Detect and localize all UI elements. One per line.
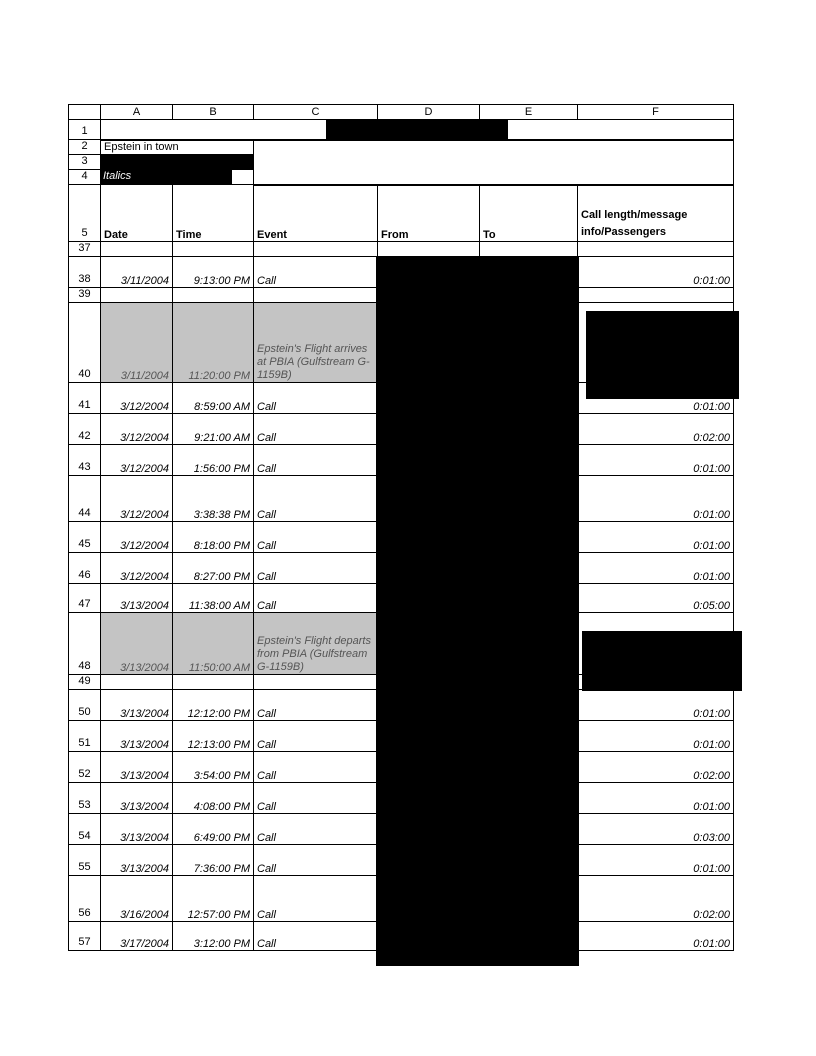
time-cell: 12:57:00 PM	[173, 876, 254, 922]
header-row	[69, 185, 734, 242]
time-cell	[173, 288, 254, 303]
header-to: To	[480, 185, 578, 242]
time-cell: 8:59:00 AM	[173, 383, 254, 414]
info-cell	[578, 242, 734, 257]
date-cell: 3/13/2004	[101, 690, 173, 721]
info-cell: 0:01:00	[578, 476, 734, 522]
time-cell: 3:54:00 PM	[173, 752, 254, 783]
date-cell: 3/12/2004	[101, 445, 173, 476]
row-number-2: 2	[69, 140, 101, 155]
redaction-passengers-departure	[582, 631, 742, 691]
info-cell: 0:02:00	[578, 414, 734, 445]
header-event: Event	[254, 185, 378, 242]
header-call-length: Call length/message info/Passengers	[578, 185, 734, 242]
column-header-b: B	[173, 105, 254, 120]
date-cell: 3/12/2004	[101, 414, 173, 445]
redaction-from-to-column	[376, 256, 579, 966]
to-cell	[480, 242, 578, 257]
event-cell: Call	[254, 783, 378, 814]
date-cell: 3/12/2004	[101, 383, 173, 414]
date-cell: 3/13/2004	[101, 613, 173, 675]
row-number: 45	[69, 522, 101, 553]
header-date: Date	[101, 185, 173, 242]
row-number: 56	[69, 876, 101, 922]
row-number: 38	[69, 257, 101, 288]
event-cell: Call	[254, 383, 378, 414]
row-number: 53	[69, 783, 101, 814]
row-number: 48	[69, 613, 101, 675]
legend-italics	[101, 170, 254, 185]
event-cell	[254, 242, 378, 257]
event-cell	[254, 288, 378, 303]
date-cell: 3/12/2004	[101, 522, 173, 553]
info-cell: 0:01:00	[578, 522, 734, 553]
info-cell: 0:01:00	[578, 721, 734, 752]
legend-redacted	[101, 155, 254, 170]
row-number-5: 5	[69, 185, 101, 242]
info-cell: 0:01:00	[578, 922, 734, 951]
time-cell: 8:27:00 PM	[173, 553, 254, 584]
time-cell: 1:56:00 PM	[173, 445, 254, 476]
from-cell	[378, 242, 480, 257]
legend-blank-area	[254, 140, 734, 185]
event-cell: Epstein's Flight departs from PBIA (Gulfstream G-1159B)	[254, 613, 378, 675]
row-number: 41	[69, 383, 101, 414]
row-number: 46	[69, 553, 101, 584]
row-number: 57	[69, 922, 101, 951]
event-cell: Call	[254, 721, 378, 752]
info-cell: 0:03:00	[578, 814, 734, 845]
column-header-c: C	[254, 105, 378, 120]
time-cell: 3:12:00 PM	[173, 922, 254, 951]
info-cell: 0:01:00	[578, 553, 734, 584]
date-cell	[101, 675, 173, 690]
row-number: 37	[69, 242, 101, 257]
row-2	[69, 140, 734, 155]
event-cell: Call	[254, 922, 378, 951]
time-cell: 12:12:00 PM	[173, 690, 254, 721]
info-cell: 0:02:00	[578, 876, 734, 922]
date-cell	[101, 242, 173, 257]
event-cell: Epstein's Flight arrives at PBIA (Gulfstream G-1159B)	[254, 303, 378, 383]
info-cell: 0:01:00	[578, 845, 734, 876]
row-number: 54	[69, 814, 101, 845]
info-cell: 0:01:00	[578, 783, 734, 814]
info-cell: 0:05:00	[578, 584, 734, 613]
date-cell: 3/12/2004	[101, 553, 173, 584]
event-cell: Call	[254, 752, 378, 783]
event-cell: Call	[254, 522, 378, 553]
time-cell: 11:38:00 AM	[173, 584, 254, 613]
event-cell: Call	[254, 690, 378, 721]
time-cell: 9:21:00 AM	[173, 414, 254, 445]
redaction-passengers-arrival	[586, 311, 739, 399]
legend-italics-label: Italics	[103, 170, 132, 182]
date-cell: 3/13/2004	[101, 721, 173, 752]
time-cell: 11:20:00 PM	[173, 303, 254, 383]
event-cell: Call	[254, 814, 378, 845]
date-cell: 3/12/2004	[101, 476, 173, 522]
column-header-f: F	[578, 105, 734, 120]
row-number: 43	[69, 445, 101, 476]
date-cell: 3/13/2004	[101, 814, 173, 845]
time-cell: 9:13:00 PM	[173, 257, 254, 288]
row-number: 47	[69, 584, 101, 613]
time-cell: 12:13:00 PM	[173, 721, 254, 752]
date-cell: 3/11/2004	[101, 303, 173, 383]
event-cell: Call	[254, 414, 378, 445]
row-number-3: 3	[69, 155, 101, 170]
row-number-1: 1	[69, 120, 101, 140]
event-cell: Call	[254, 845, 378, 876]
date-cell: 3/13/2004	[101, 783, 173, 814]
event-cell: Call	[254, 445, 378, 476]
time-cell: 8:18:00 PM	[173, 522, 254, 553]
event-cell: Call	[254, 553, 378, 584]
time-cell: 7:36:00 PM	[173, 845, 254, 876]
time-cell: 11:50:00 AM	[173, 613, 254, 675]
date-cell: 3/16/2004	[101, 876, 173, 922]
column-header-row	[69, 105, 734, 120]
event-cell: Call	[254, 476, 378, 522]
redaction-title	[326, 119, 508, 141]
time-cell: 4:08:00 PM	[173, 783, 254, 814]
row-number: 42	[69, 414, 101, 445]
header-from: From	[378, 185, 480, 242]
row-number: 50	[69, 690, 101, 721]
header-time: Time	[173, 185, 254, 242]
event-cell	[254, 675, 378, 690]
legend-epstein-in-town: Epstein in town	[101, 140, 254, 155]
time-cell	[173, 675, 254, 690]
date-cell	[101, 288, 173, 303]
date-cell: 3/13/2004	[101, 845, 173, 876]
info-cell: 0:01:00	[578, 445, 734, 476]
row-number: 49	[69, 675, 101, 690]
table-row	[69, 242, 734, 257]
row-number: 52	[69, 752, 101, 783]
row-number: 44	[69, 476, 101, 522]
info-cell: 0:01:00	[578, 383, 734, 414]
info-cell	[578, 288, 734, 303]
date-cell: 3/17/2004	[101, 922, 173, 951]
column-header-a: A	[101, 105, 173, 120]
event-cell: Call	[254, 257, 378, 288]
info-cell: 0:01:00	[578, 690, 734, 721]
event-cell: Call	[254, 876, 378, 922]
row-number: 51	[69, 721, 101, 752]
date-cell: 3/13/2004	[101, 584, 173, 613]
row-number-4: 4	[69, 170, 101, 185]
event-cell: Call	[254, 584, 378, 613]
row-number: 40	[69, 303, 101, 383]
time-cell: 6:49:00 PM	[173, 814, 254, 845]
time-cell: 3:38:38 PM	[173, 476, 254, 522]
corner-cell	[69, 105, 101, 120]
row-number: 55	[69, 845, 101, 876]
info-cell: 0:01:00	[578, 257, 734, 288]
date-cell: 3/13/2004	[101, 752, 173, 783]
date-cell: 3/11/2004	[101, 257, 173, 288]
time-cell	[173, 242, 254, 257]
row-number: 39	[69, 288, 101, 303]
column-header-e: E	[480, 105, 578, 120]
column-header-d: D	[378, 105, 480, 120]
info-cell: 0:02:00	[578, 752, 734, 783]
